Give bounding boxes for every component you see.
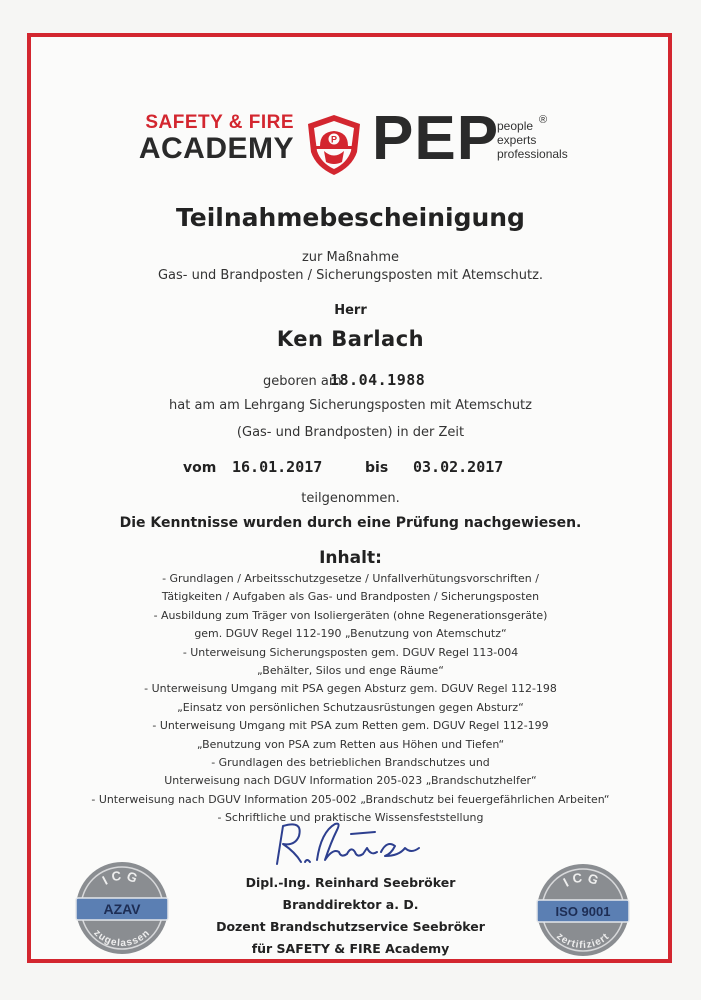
content-line: gem. DGUV Regel 112-190 „Benutzung von Atemschutz“ bbox=[194, 627, 507, 641]
signer-org: für SAFETY & FIRE Academy bbox=[251, 941, 450, 956]
signer-name: Dipl.-Ing. Reinhard Seebröker bbox=[245, 875, 456, 890]
seal-right-bottom: zertifiziert bbox=[554, 930, 612, 952]
logo-brand-line2: ACADEMY bbox=[138, 132, 294, 165]
seal-left-top: ICG bbox=[99, 867, 144, 888]
content-line: - Unterweisung Umgang mit PSA zum Retten gem. DGUV Regel 112-199 bbox=[152, 719, 549, 733]
salutation: Herr bbox=[334, 303, 367, 318]
content-line: - Schriftliche und praktische Wissensfeststellung bbox=[217, 811, 484, 825]
content-line: - Ausbildung zum Träger von Isoliergeräten (ohne Regenerationsgeräte) bbox=[153, 608, 548, 622]
logo-tagline-line: professionals bbox=[497, 147, 568, 161]
exam-note: Die Kenntnisse wurden durch eine Prüfung nachgewiesen. bbox=[119, 515, 582, 531]
logo-tagline-line: experts bbox=[497, 133, 537, 147]
iso-9001-seal-icon bbox=[533, 860, 633, 960]
certificate-title: Teilnahmebescheinigung bbox=[176, 203, 525, 232]
seal-right-badge: ISO 9001 bbox=[555, 904, 611, 919]
content-list bbox=[0, 570, 701, 828]
measure-name: Gas- und Brandposten / Sicherungsposten mit Atemschutz. bbox=[157, 268, 544, 283]
registered-mark: ® bbox=[539, 114, 548, 126]
content-line: Unterweisung nach DGUV Information 205-023 „Brandschutzhelfer“ bbox=[164, 774, 537, 788]
academy-logo-text bbox=[128, 113, 294, 164]
content-line: - Grundlagen / Arbeitsschutzgesetze / Unfallverhütungsvorschriften / bbox=[162, 572, 539, 585]
content-line: „Behälter, Silos und enge Räume“ bbox=[257, 664, 444, 678]
logo-tagline-line: people bbox=[497, 119, 534, 133]
measure-intro: zur Maßnahme bbox=[301, 250, 400, 265]
seal-right-top: ICG bbox=[560, 869, 605, 890]
course-line-2: (Gas- und Brandposten) in der Zeit bbox=[236, 425, 465, 440]
from-date: 16.01.2017 bbox=[232, 458, 323, 476]
to-date: 03.02.2017 bbox=[413, 458, 504, 476]
content-line: - Unterweisung nach DGUV Information 205-002 „Brandschutz bei feuergefährlichen Arbeiten“ bbox=[91, 792, 610, 806]
from-label: vom bbox=[183, 460, 217, 476]
logo-tagline bbox=[497, 114, 568, 161]
signer-title: Branddirektor a. D. bbox=[282, 897, 419, 912]
signer-role: Dozent Brandschutzservice Seebröker bbox=[216, 919, 485, 934]
shield-letter: P bbox=[330, 134, 338, 145]
seal-left-badge: AZAV bbox=[103, 901, 141, 917]
content-line: - Unterweisung Sicherungsposten gem. DGUV Regel 113-004 bbox=[182, 645, 519, 659]
born-label: geboren am bbox=[263, 374, 342, 389]
seal-left-bottom: zugelassen bbox=[91, 927, 153, 950]
content-line: - Grundlagen des betrieblichen Brandschutzes und bbox=[211, 756, 490, 770]
to-label: bis bbox=[365, 460, 389, 476]
signature bbox=[255, 812, 435, 872]
content-line: - Unterweisung Umgang mit PSA gegen Absturz gem. DGUV Regel 112-198 bbox=[144, 682, 557, 696]
logo-brand-line1: SAFETY & FIRE bbox=[145, 112, 294, 133]
content-line: „Benutzung von PSA zum Retten aus Höhen und Tiefen“ bbox=[196, 737, 505, 751]
content-heading: Inhalt: bbox=[319, 548, 382, 568]
course-line-1: hat am am Lehrgang Sicherungsposten mit Atemschutz bbox=[169, 398, 532, 413]
content-line: „Einsatz von persönlichen Schutzausrüstungen gegen Absturz“ bbox=[177, 700, 524, 714]
shield-logo-icon bbox=[302, 112, 366, 178]
logo-pep: PEP bbox=[372, 104, 500, 173]
azav-seal-icon bbox=[72, 858, 172, 958]
born-date: 18.04.1988 bbox=[330, 371, 426, 389]
content-line: Tätigkeiten / Aufgaben als Gas- und Brandposten / Sicherungsposten bbox=[161, 590, 540, 604]
participant-name: Ken Barlach bbox=[276, 327, 425, 351]
participated-text: teilgenommen. bbox=[301, 491, 400, 506]
